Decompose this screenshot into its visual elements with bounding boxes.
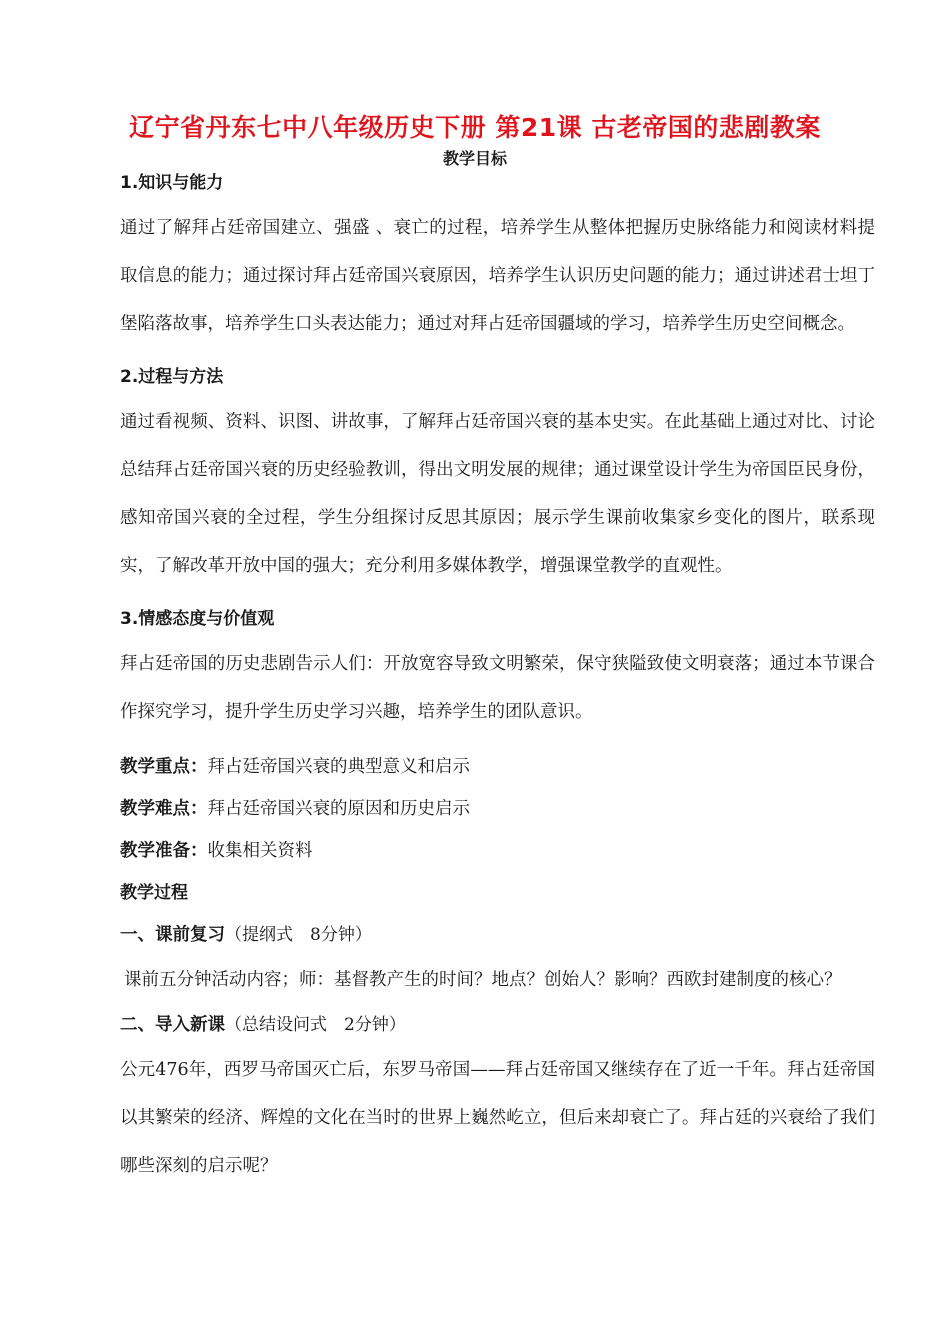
section-heading-process: 2.过程与方法 bbox=[120, 367, 224, 387]
section-text-knowledge: 通过了解拜占廷帝国建立、强盛 、衰亡的过程，培养学生从整体把握历史脉络能力和阅读材料提取信息的能力；通过探讨拜占廷帝国兴衰原因，培养学生认识历史问题的能力；通过讲述君士坦丁堡陷落故事，培养学生口头表达能力；通过对拜占廷帝国疆域的学习，培养学生历史空间概念。 bbox=[120, 218, 875, 334]
section-text-process: 通过看视频、资料、识图、讲故事，了解拜占廷帝国兴衰的基本史实。在此基础上通过对比、讨论总结拜占廷帝国兴衰的历史经验教训，得出文明发展的规律；通过课堂设计学生为帝国臣民身份，感知帝国兴衰的全过程，学生分组探讨反思其原因；展示学生课前收集家乡变化的图片，联系现实，了解改革开放中国的强大；充分利用多媒体教学，增强课堂教学的直观性。 bbox=[120, 412, 875, 576]
teaching-focus-label: 教学重点： bbox=[120, 757, 208, 777]
step-review-label: 一、课前复习 bbox=[120, 925, 225, 945]
teaching-focus-value: 拜占廷帝国兴衰的典型意义和启示 bbox=[207, 757, 470, 777]
step-intro bbox=[120, 1014, 875, 1036]
step-intro-label: 二、导入新课 bbox=[120, 1015, 225, 1035]
process-heading: 教学过程 bbox=[120, 883, 188, 903]
document-body bbox=[120, 172, 875, 1190]
document-title: 辽宁省丹东七中八年级历史下册 第21课 古老帝国的悲剧教案 bbox=[129, 113, 821, 142]
section-heading-knowledge: 1.知识与能力 bbox=[120, 173, 224, 193]
teaching-preparation bbox=[120, 840, 875, 862]
section-heading-values: 3.情感态度与价值观 bbox=[120, 609, 275, 629]
step-review-text: 课前五分钟活动内容；师：基督教产生的时间？地点？创始人？影响？西欧封建制度的核心？ bbox=[124, 970, 842, 990]
teaching-focus bbox=[120, 756, 875, 778]
step-intro-note: （总结设问式 2分钟） bbox=[225, 1015, 406, 1035]
step-intro-text: 公元476年，西罗马帝国灭亡后，东罗马帝国——拜占廷帝国又继续存在了近一千年。拜占廷帝国以其繁荣的经济、辉煌的文化在当时的世界上巍然屹立，但后来却衰亡了。拜占廷的兴衰给了我们哪些深刻的启示呢？ bbox=[120, 1060, 875, 1176]
step-review bbox=[120, 924, 875, 946]
step-review-note: （提纲式 8分钟） bbox=[225, 925, 372, 945]
teaching-preparation-value: 收集相关资料 bbox=[207, 841, 313, 861]
document-subtitle: 教学目标 bbox=[442, 149, 507, 168]
teaching-difficulty-value: 拜占廷帝国兴衰的原因和历史启示 bbox=[207, 799, 470, 819]
section-text-values: 拜占廷帝国的历史悲剧告示人们：开放宽容导致文明繁荣，保守狭隘致使文明衰落；通过本节课合作探究学习，提升学生历史学习兴趣，培养学生的团队意识。 bbox=[120, 654, 875, 722]
teaching-difficulty bbox=[120, 798, 875, 820]
teaching-difficulty-label: 教学难点： bbox=[120, 799, 208, 819]
teaching-preparation-label: 教学准备： bbox=[120, 841, 208, 861]
